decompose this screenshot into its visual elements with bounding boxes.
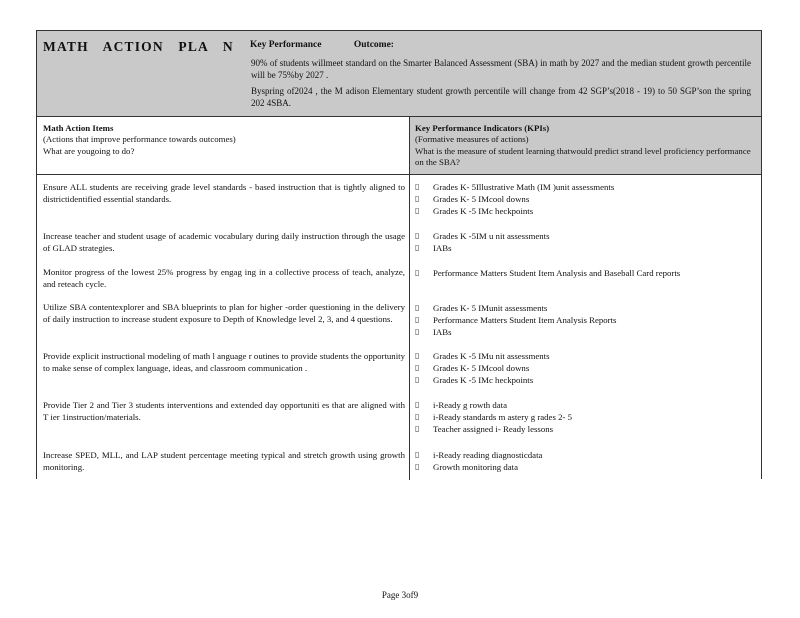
kpi-item — [415, 423, 755, 435]
kpi-item — [415, 449, 755, 461]
bullet-icon: ▯ — [415, 450, 420, 459]
kpi-list — [415, 449, 755, 473]
bullet-icon: ▯ — [415, 351, 420, 360]
bullet-icon: ▯ — [415, 182, 420, 191]
action-plan-table — [36, 30, 762, 479]
kpi-item — [415, 362, 755, 374]
kpi-item — [415, 193, 755, 205]
kpi-text: Grades K -5IM u nit assessments — [433, 231, 550, 241]
kpi-question: What is the measure of student learning thatwould predict strand level proficiency performance on the SBA? — [415, 145, 751, 167]
kpo-paragraph-1: 90% of students willmeet standard on the Smarter Balanced Assessment (SBA) in math by 2027 and the median student growth percentile will be 75%by 2027 . — [251, 58, 751, 80]
kpi-list — [415, 230, 755, 254]
plan-header — [37, 31, 761, 117]
action-items-column-header — [43, 123, 403, 157]
key-performance-outcome-heading — [250, 40, 394, 50]
kpi-item — [415, 302, 755, 314]
action-item: Increase SPED, MLL, and LAP student percentage meeting typical and stretch growth using growth monitoring. — [43, 450, 405, 472]
kpi-text: Teacher assigned i- Ready lessons — [433, 424, 554, 434]
bullet-icon: ▯ — [415, 231, 420, 240]
kpi-item — [415, 374, 755, 386]
kpi-text: i-Ready standards m astery g rades 2- 5 — [433, 412, 572, 422]
bullet-icon: ▯ — [415, 268, 420, 277]
kpi-list — [415, 399, 755, 435]
kpi-text: IABs — [433, 243, 452, 253]
kpi-item — [415, 242, 755, 254]
bullet-icon: ▯ — [415, 315, 420, 324]
bullet-icon: ▯ — [415, 243, 420, 252]
kpo-label: Key Performance — [250, 40, 322, 50]
bullet-icon: ▯ — [415, 363, 420, 372]
kpi-text: Grades K- 5 IMunit assessments — [433, 303, 548, 313]
kpi-text: Grades K -5 IMu nit assessments — [433, 351, 550, 361]
action-item: Utilize SBA contentexplorer and SBA blueprints to plan for higher -order questioning in the delivery of daily instruction to increase student exposure to Depth of Knowledge level 2, 3, and 4 questions. — [43, 302, 405, 324]
kpi-text: Performance Matters Student Item Analysis Reports — [433, 315, 617, 325]
action-item: Provide explicit instructional modeling of math l anguage r outines to provide students the opportunity to make sense of complex language, ideas, and classroom communication . — [43, 351, 405, 373]
bullet-icon: ▯ — [415, 412, 420, 421]
action-item: Monitor progress of the lowest 25% progress by engag ing in a collective process of teach, analyze, and reteach cycle. — [43, 267, 405, 289]
kpi-text: i-Ready reading diagnosticdata — [433, 450, 543, 460]
kpi-text: Grades K- 5Illustrative Math (IM )unit assessments — [433, 182, 615, 192]
bullet-icon: ▯ — [415, 462, 420, 471]
kpi-text: Performance Matters Student Item Analysis and Baseball Card reports — [433, 268, 681, 278]
header-rule — [37, 174, 761, 175]
bullet-icon: ▯ — [415, 400, 420, 409]
kpi-item — [415, 399, 755, 411]
kpi-item — [415, 205, 755, 217]
kpi-text: Grades K- 5 IMcool downs — [433, 363, 530, 373]
kpi-item — [415, 267, 755, 279]
column-divider — [409, 117, 410, 480]
action-item: Provide Tier 2 and Tier 3 students interventions and extended day opportuniti es that are aligned with T ier 1instruction/materials. — [43, 400, 405, 422]
kpi-item — [415, 230, 755, 242]
kpi-list — [415, 181, 755, 217]
kpi-item — [415, 350, 755, 362]
kpi-title: Key Performance Indicators (KPIs) — [415, 123, 550, 133]
kpi-text: Grades K -5 IMc heckpoints — [433, 206, 534, 216]
kpi-subtitle: (Formative measures of actions) — [415, 134, 529, 145]
kpi-item — [415, 461, 755, 473]
bullet-icon: ▯ — [415, 303, 420, 312]
kpi-text: Grades K- 5 IMcool downs — [433, 194, 530, 204]
kpi-text: Grades K -5 IMc heckpoints — [433, 375, 534, 385]
action-items-subtitle: (Actions that improve performance towards outcomes) — [43, 134, 236, 145]
bullet-icon: ▯ — [415, 424, 420, 433]
kpi-column-header — [415, 123, 755, 168]
kpi-list — [415, 350, 755, 386]
kpi-text: Growth monitoring data — [433, 462, 519, 472]
plan-title: MATH ACTION PLA N — [43, 39, 234, 54]
bullet-icon: ▯ — [415, 327, 420, 336]
kpi-list — [415, 267, 755, 279]
bullet-icon: ▯ — [415, 206, 420, 215]
kpi-item — [415, 314, 755, 326]
kpi-text: IABs — [433, 327, 452, 337]
kpi-list — [415, 302, 755, 338]
outcome-label: Outcome: — [353, 40, 394, 50]
kpi-text: i-Ready g rowth data — [433, 400, 508, 410]
action-item: Increase teacher and student usage of academic vocabulary during daily instruction through the usage of GLAD strategies. — [43, 231, 405, 253]
action-items-title: Math Action Items — [43, 123, 114, 133]
kpo-paragraph-2: Byspring of2024 , the M adison Elementary student growth percentile will change from 42 SGP’s(2018 - 19) to 50 SGP’son the spring 202 4SBA. — [251, 86, 751, 108]
bullet-icon: ▯ — [415, 375, 420, 384]
action-items-question: What are yougoing to do? — [43, 145, 135, 156]
action-item: Ensure ALL students are receiving grade level standards - based instruction that is tightly aligned to districtidentified essential standards. — [43, 182, 405, 204]
page-number: Page 3of9 — [381, 590, 419, 600]
bullet-icon: ▯ — [415, 194, 420, 203]
kpi-item — [415, 411, 755, 423]
kpi-item — [415, 326, 755, 338]
kpi-item — [415, 181, 755, 193]
